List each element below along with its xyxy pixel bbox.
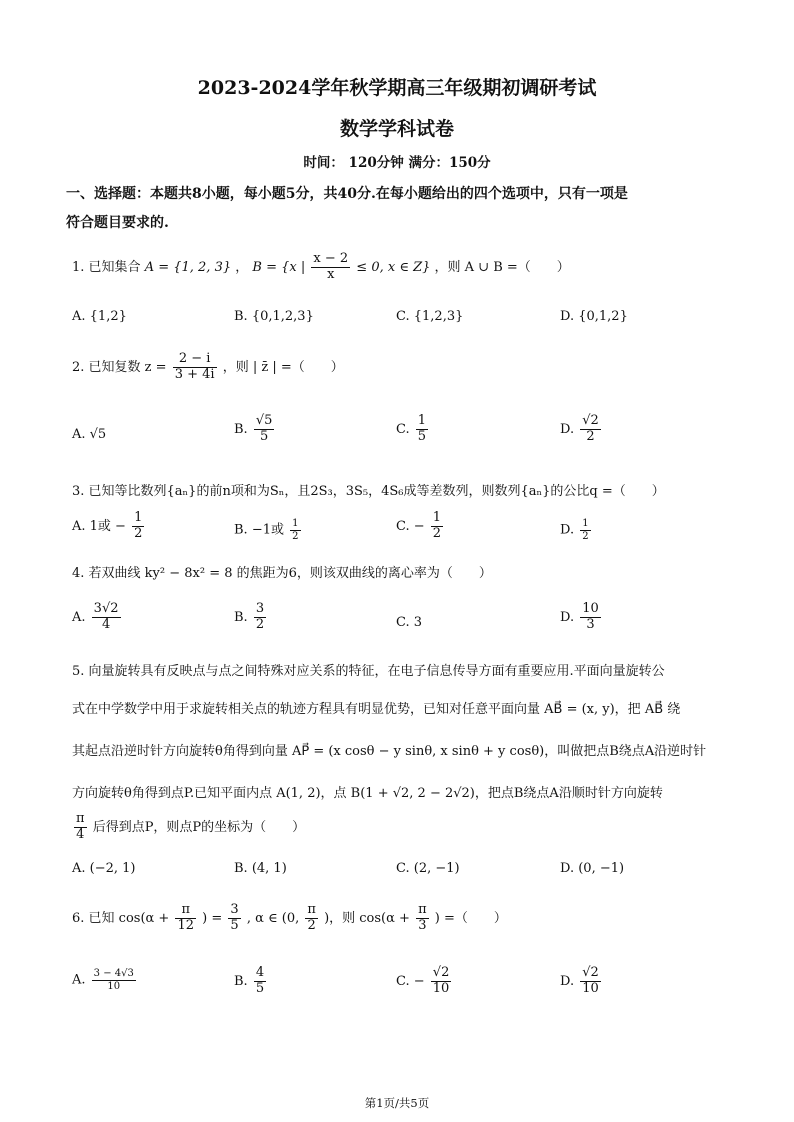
q5-line-2: 式在中学数学中用于求旋转相关点的轨迹方程具有明显优势，已知对任意平面向量 AB⃗ = (x, y)，把 AB⃗ 绕 xyxy=(72,702,681,717)
q2-opt-d-label: D. xyxy=(560,421,575,437)
q6-opt-a-num: 3 − 4√3 xyxy=(93,968,134,979)
q3-opt-a-den: 2 xyxy=(134,525,143,541)
q4-opt-a-num: 3√2 xyxy=(93,601,119,616)
q5-line-5 xyxy=(72,812,305,843)
q2-opt-b-label: B. xyxy=(234,421,248,437)
q2-option-c[interactable] xyxy=(396,414,430,445)
q6-opt-a-label: A. xyxy=(72,972,86,988)
q3-opt-c-den: 2 xyxy=(432,525,442,541)
time-info: 时间： 120分钟 满分：150分 xyxy=(303,155,491,171)
q2-option-b[interactable] xyxy=(234,414,276,445)
q6-f2-den: 5 xyxy=(230,917,239,933)
q2-opt-c-label: C. xyxy=(396,421,410,437)
q6-option-b[interactable] xyxy=(234,966,268,997)
q4-opt-b-label: B. xyxy=(234,609,248,625)
q6-f1-den: 12 xyxy=(177,917,195,933)
q1-set-b-suffix: ≤ 0, x ∈ Z} xyxy=(356,259,431,275)
q3-opt-c-label: C. − xyxy=(396,518,425,534)
q2-opt-d-den: 2 xyxy=(586,428,595,444)
q3-opt-a-label: A. 1或 − xyxy=(72,518,126,534)
q3-opt-d-label: D. xyxy=(560,522,575,538)
q1-frac-num: x − 2 xyxy=(313,251,349,266)
q3-opt-d-den: 2 xyxy=(582,530,589,542)
q6-option-d[interactable] xyxy=(560,966,603,997)
q3-option-b[interactable] xyxy=(234,518,303,542)
q2-opt-b-den: 5 xyxy=(259,428,269,444)
q3-option-c[interactable] xyxy=(396,511,445,542)
q6-opt-c-num: √2 xyxy=(432,965,450,980)
q5-option-d[interactable]: D. (0, −1) xyxy=(560,861,625,876)
q2-text-b: ，则 | z̄ | =（ ） xyxy=(222,359,344,375)
q4-opt-a-label: A. xyxy=(72,609,86,625)
question-1-stem xyxy=(72,252,570,283)
q1-set-a: A = {1, 2, 3} xyxy=(144,259,232,275)
q4-option-b[interactable] xyxy=(234,602,268,633)
q4-option-a[interactable] xyxy=(72,602,123,633)
q6-text-c: , α ∈ (0, xyxy=(246,910,300,926)
q6-opt-b-den: 5 xyxy=(255,980,265,996)
q1-set-b-prefix: B = {x | xyxy=(252,259,306,275)
q6-opt-d-den: 10 xyxy=(582,980,599,996)
q5-line-5-text: 后得到点P，则点P的坐标为（ ） xyxy=(92,819,306,835)
q5-pi-num: π xyxy=(76,811,85,826)
q6-f1-num: π xyxy=(175,903,196,919)
section-heading-line2: 符合题目要求的. xyxy=(66,215,169,231)
q4-opt-b-den: 2 xyxy=(255,616,265,632)
q4-opt-d-num: 10 xyxy=(582,601,599,616)
q1-comma: ， xyxy=(235,259,249,275)
q4-opt-a-den: 4 xyxy=(101,616,111,632)
q1-text-a: 1. 已知集合 xyxy=(72,259,141,275)
q3-option-a[interactable] xyxy=(72,511,146,542)
q6-opt-b-label: B. xyxy=(234,973,248,989)
q6-opt-d-num: √2 xyxy=(582,965,599,980)
q1-option-a[interactable]: A. {1,2} xyxy=(72,309,127,324)
q2-option-a[interactable]: A. √5 xyxy=(72,427,107,442)
q5-pi-den: 4 xyxy=(76,826,85,842)
q6-text-e: ) =（ ） xyxy=(434,910,507,926)
exam-title: 2023-2024学年秋学期高三年级期初调研考试 xyxy=(197,77,597,99)
q3-opt-b-den: 2 xyxy=(292,530,299,542)
q1-option-c[interactable]: C. {1,2,3} xyxy=(396,309,464,324)
q5-line-4: 方向旋转θ角得到点P.已知平面内点 A(1, 2)，点 B(1 + √2, 2 − 2√2)，把点B绕点A沿顺时针方向旋转 xyxy=(72,786,663,801)
q2-opt-c-num: 1 xyxy=(417,413,427,428)
q6-opt-d-label: D. xyxy=(560,973,575,989)
q6-text-d: )，则 cos(α + xyxy=(324,910,410,926)
subject-title: 数学学科试卷 xyxy=(339,118,454,140)
q5-option-c[interactable]: C. (2, −1) xyxy=(396,861,460,876)
q5-option-a[interactable]: A. (−2, 1) xyxy=(72,861,136,876)
q2-opt-c-den: 5 xyxy=(417,428,427,444)
q6-f4-num: π xyxy=(418,902,427,917)
q1-option-b[interactable]: B. {0,1,2,3} xyxy=(234,309,314,324)
q1-set-b-fraction xyxy=(311,252,350,283)
q6-text-b: ) = xyxy=(202,910,223,926)
q5-line-3: 其起点沿逆时针方向旋转θ角得到向量 AP⃗ = (x cosθ − y sinθ, x sinθ + y cosθ)，叫做把点B绕点A沿逆时针 xyxy=(72,744,707,759)
q1-text-b: ，则 A ∪ B =（ ） xyxy=(434,259,570,275)
q3-opt-b-label: B. −1或 xyxy=(234,522,284,538)
q6-f2-num: 3 xyxy=(230,902,239,917)
q6-opt-b-num: 4 xyxy=(255,965,265,980)
question-6-stem xyxy=(72,903,507,934)
q5-option-b[interactable]: B. (4, 1) xyxy=(234,861,287,876)
question-2-stem xyxy=(72,352,344,383)
q6-option-a[interactable] xyxy=(72,968,138,992)
q6-opt-c-den: 10 xyxy=(432,980,450,996)
q3-opt-c-num: 1 xyxy=(432,510,442,525)
q5-line-1: 5. 向量旋转具有反映点与点之间特殊对应关系的特征，在电子信息传导方面有重要应用.平面向量旋转公 xyxy=(72,664,665,679)
q3-opt-a-num: 1 xyxy=(134,510,143,525)
q4-option-d[interactable] xyxy=(560,602,603,633)
question-4-stem: 4. 若双曲线 ky² − 8x² = 8 的焦距为6，则该双曲线的离心率为（ ） xyxy=(72,566,492,581)
q2-opt-d-num: √2 xyxy=(582,413,599,428)
q4-opt-d-label: D. xyxy=(560,609,575,625)
q6-opt-c-label: C. − xyxy=(396,973,425,989)
q4-opt-d-den: 3 xyxy=(586,616,595,632)
q6-f3-num: π xyxy=(307,902,316,917)
q6-text-a: 6. 已知 cos(α + xyxy=(72,910,170,926)
question-3-stem: 3. 已知等比数列{aₙ}的前n项和为Sₙ，且2S₃，3S₅，4S₆成等差数列，则数列{aₙ}的公比q =（ ） xyxy=(72,484,665,499)
q2-fraction xyxy=(173,352,217,383)
q2-option-d[interactable] xyxy=(560,414,603,445)
page-number: 第1页/共5页 xyxy=(364,1096,430,1110)
q1-option-d[interactable]: D. {0,1,2} xyxy=(560,309,628,324)
q4-opt-b-num: 3 xyxy=(255,601,265,616)
q2-text-a: 2. 已知复数 z = xyxy=(72,359,167,375)
q2-opt-b-num: √5 xyxy=(255,413,273,428)
q3-opt-d-num: 1 xyxy=(582,518,589,529)
q6-opt-a-den: 10 xyxy=(107,980,121,992)
q6-f3-den: 2 xyxy=(307,917,316,933)
q6-f4-den: 3 xyxy=(418,917,427,933)
q2-frac-den: 3 + 4i xyxy=(174,366,215,382)
section-heading-line1: 一、选择题：本题共8小题，每小题5分，共40分.在每小题给出的四个选项中，只有一项是 xyxy=(66,186,628,202)
q6-option-c[interactable] xyxy=(396,966,453,997)
q2-frac-num: 2 − i xyxy=(173,352,217,368)
q1-frac-den: x xyxy=(327,266,335,282)
q3-opt-b-num: 1 xyxy=(292,518,299,529)
q3-option-d[interactable] xyxy=(560,518,593,542)
q4-option-c[interactable]: C. 3 xyxy=(396,615,423,630)
